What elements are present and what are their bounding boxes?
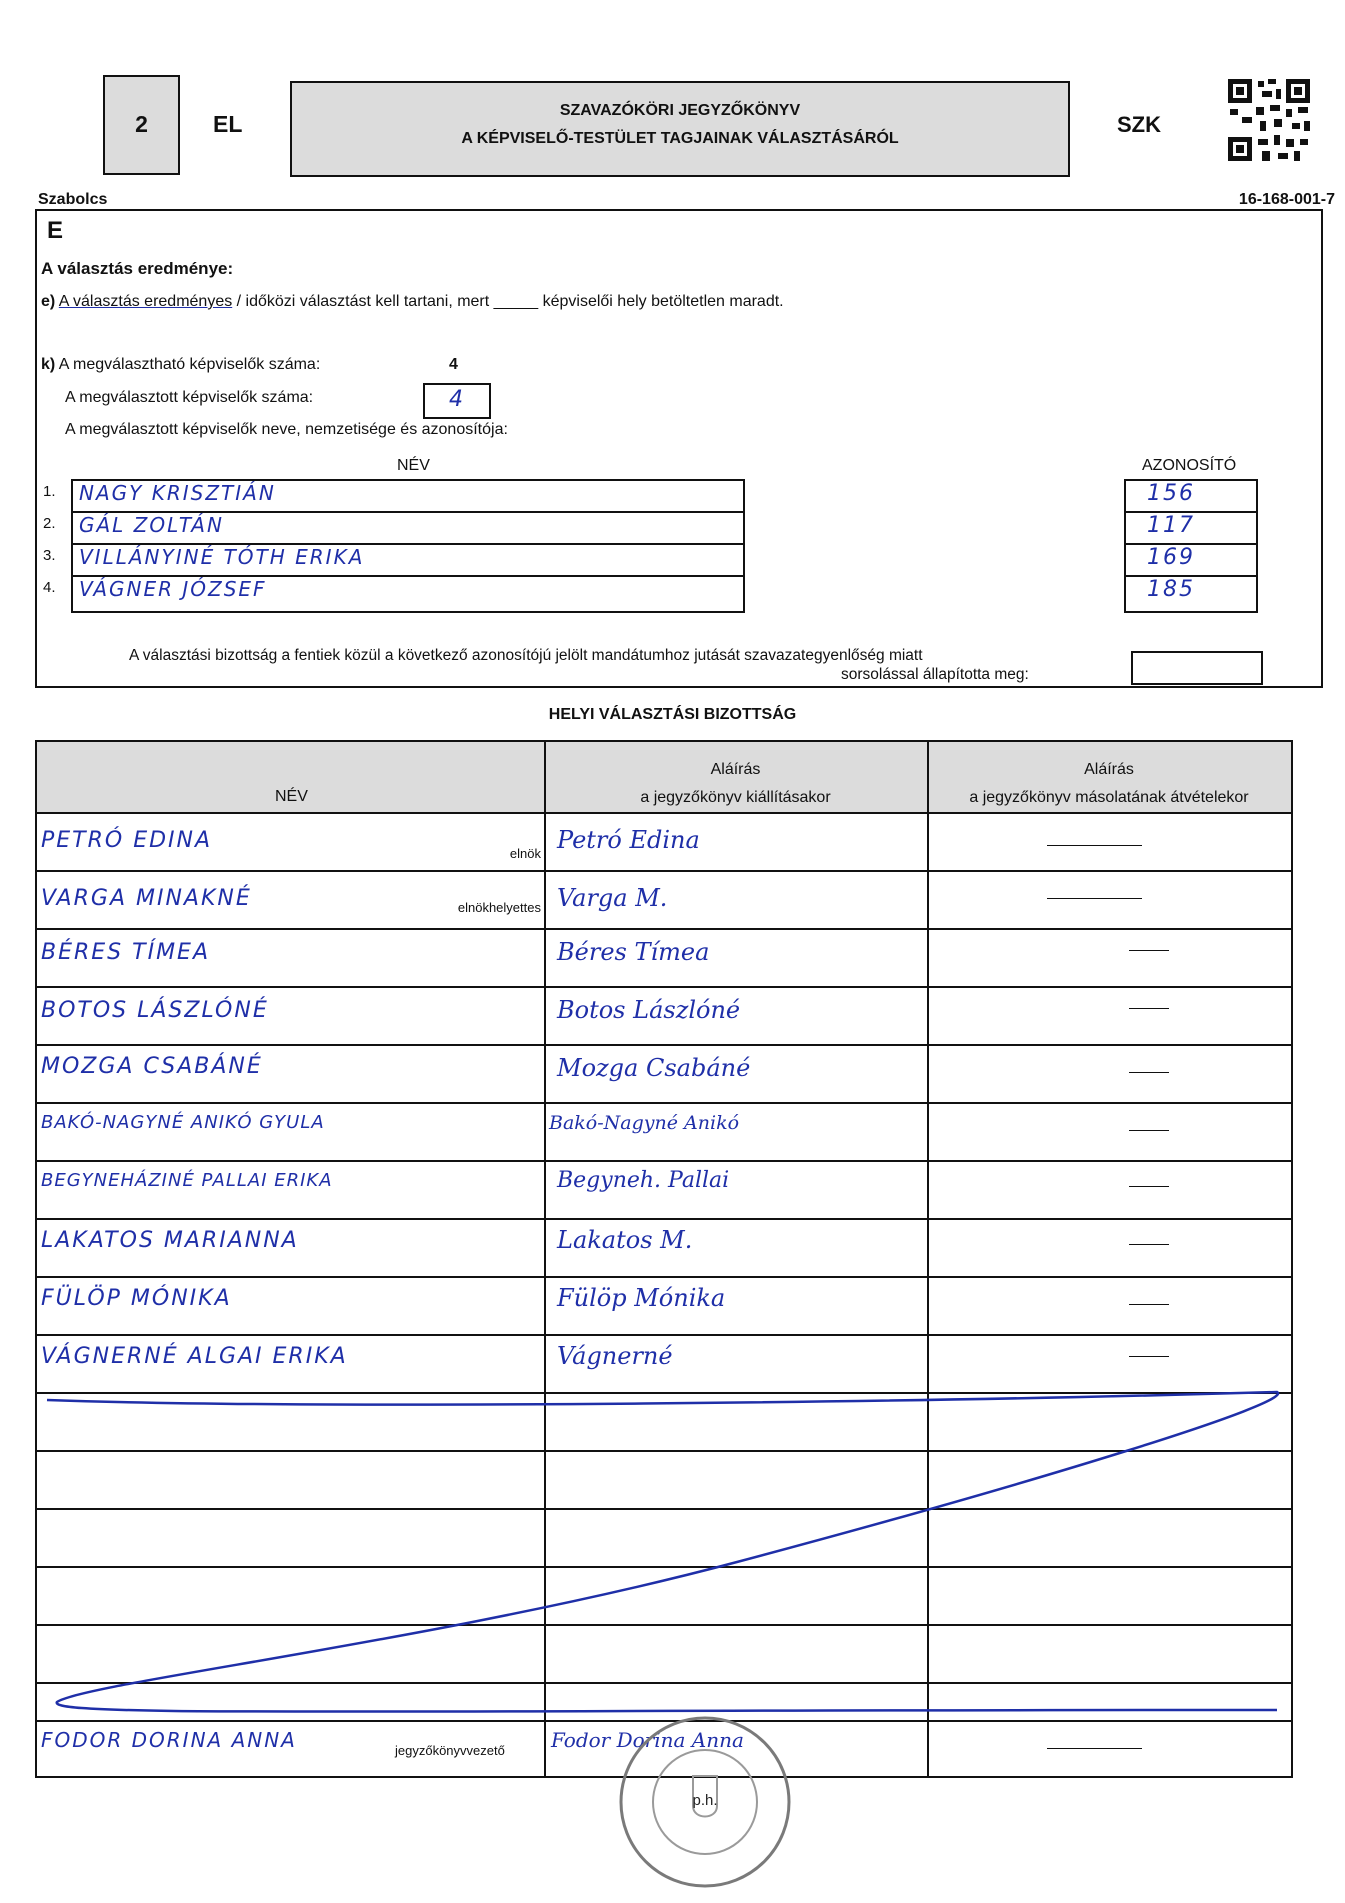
member-name: BEGYNEHÁZINÉ PALLAI ERIKA (41, 1170, 333, 1191)
place-name: Szabolcs (38, 191, 108, 208)
col-name: NÉV (275, 788, 308, 805)
rep-no: 3. (43, 547, 56, 564)
k-label: k) (41, 356, 56, 373)
col-id-header: AZONOSÍTÓ (1142, 457, 1237, 474)
member-name: FÜLÖP MÓNIKA (41, 1286, 232, 1311)
result-line (41, 293, 784, 311)
result-rest: / időközi választást kell tartani, mert _____ képviselői hely betöltetlen maradt. (232, 293, 784, 310)
section-letter: E (47, 217, 64, 244)
member-signature: Fülöp Mónika (557, 1284, 726, 1312)
rep-id: 156 (1147, 481, 1195, 506)
member-signature: Varga M. (557, 884, 668, 912)
member-signature: Petró Edina (557, 826, 700, 854)
member-name: BOTOS LÁSZLÓNÉ (41, 998, 269, 1023)
member-signature: Mozga Csabáné (557, 1054, 751, 1082)
stamp-center-text: p.h. (692, 1792, 718, 1809)
title-box (290, 81, 1070, 177)
elected-list-label: A megválasztott képviselők neve, nemzetisége és azonosítója: (65, 421, 508, 438)
col-sign2-l1: Aláírás (1084, 761, 1134, 778)
rep-no: 2. (43, 515, 56, 532)
rep-id: 185 (1147, 577, 1195, 602)
rep-name: NAGY KRISZTIÁN (79, 481, 276, 505)
k-text: A megválasztható képviselők száma: (58, 356, 321, 373)
member-signature: Lakatos M. (557, 1226, 693, 1254)
rep-row (43, 579, 56, 597)
rep-name: GÁL ZOLTÁN (79, 513, 224, 537)
cross-out-mark (37, 742, 1291, 1776)
form-code: SZK (1117, 112, 1161, 137)
member-name: MOZGA CSABÁNÉ (41, 1054, 263, 1079)
rep-row (43, 547, 56, 565)
section-e-box (35, 209, 1323, 688)
committee-title: HELYI VÁLASZTÁSI BIZOTTSÁG (548, 706, 797, 723)
official-stamp (615, 1712, 795, 1892)
recorder-name: FODOR DORINA ANNA (41, 1728, 297, 1752)
section-heading: A választás eredménye: (41, 259, 234, 278)
col-name-header: NÉV (397, 457, 430, 474)
rep-no: 4. (43, 579, 56, 596)
member-name: LAKATOS MARIANNA (41, 1228, 299, 1253)
rep-id: 169 (1147, 545, 1195, 570)
member-name: VARGA MINAKNÉ (41, 886, 252, 911)
result-valid: A választás eredményes (58, 293, 233, 310)
col-sign1-l1: Aláírás (710, 761, 761, 778)
rep-id: 117 (1147, 513, 1195, 538)
k-value: 4 (449, 356, 458, 373)
rep-row (43, 515, 56, 533)
member-signature: Begyneh. Pallai (557, 1168, 730, 1193)
rep-no: 1. (43, 483, 56, 500)
member-signature: Botos Lászlóné (557, 996, 741, 1024)
lottery-id-box (1131, 651, 1263, 685)
title-line-1: SZAVAZÓKÖRI JEGYZŐKÖNYV (559, 102, 801, 119)
number-box (103, 75, 180, 175)
title-line-2: A KÉPVISELŐ-TESTÜLET TAGJAINAK VÁLASZTÁSÁRÓL (461, 130, 899, 147)
member-name: VÁGNERNÉ ALGAI ERIKA (41, 1344, 348, 1369)
recorder-signature: Fodor Dorina Anna (551, 1728, 744, 1752)
rep-name: VILLÁNYINÉ TÓTH ERIKA (79, 545, 365, 569)
lottery-text-1: A választási bizottság a fentiek közül a következő azonosítójú jelölt mandátumhoz jutását szavazategyenlőség miatt (129, 647, 923, 664)
elected-count-value: 4 (449, 387, 465, 412)
e-label: e) (41, 293, 56, 310)
member-role: elnökhelyettes (457, 900, 541, 915)
k-line (41, 356, 320, 374)
member-signature: Béres Tímea (557, 938, 710, 966)
committee-table (35, 740, 1293, 1778)
elected-count-box (423, 383, 491, 419)
qr-code-icon (1226, 77, 1312, 163)
member-signature: Bakó-Nagyné Anikó (549, 1112, 740, 1134)
form-type: EL (213, 111, 243, 137)
member-name: BÉRES TÍMEA (41, 940, 210, 965)
lottery-text-2: sorsolással állapította meg: (841, 666, 1029, 683)
member-name: BAKÓ-NAGYNÉ ANIKÓ GYULA (41, 1112, 325, 1133)
member-name: PETRÓ EDINA (41, 828, 213, 853)
member-signature: Vágnerné (557, 1342, 673, 1370)
col-sign2-l2: a jegyzőkönyv másolatának átvételekor (969, 789, 1249, 806)
rep-name: VÁGNER JÓZSEF (79, 577, 267, 601)
elected-count-label: A megválasztott képviselők száma: (65, 389, 314, 406)
rep-row (43, 483, 56, 501)
recorder-role: jegyzőkönyvvezető (395, 1743, 505, 1758)
form-number: 2 (135, 111, 148, 137)
document-id: 16-168-001-7 (1238, 191, 1335, 208)
member-role: elnök (509, 846, 541, 861)
col-sign1-l2: a jegyzőkönyv kiállításakor (640, 789, 831, 806)
